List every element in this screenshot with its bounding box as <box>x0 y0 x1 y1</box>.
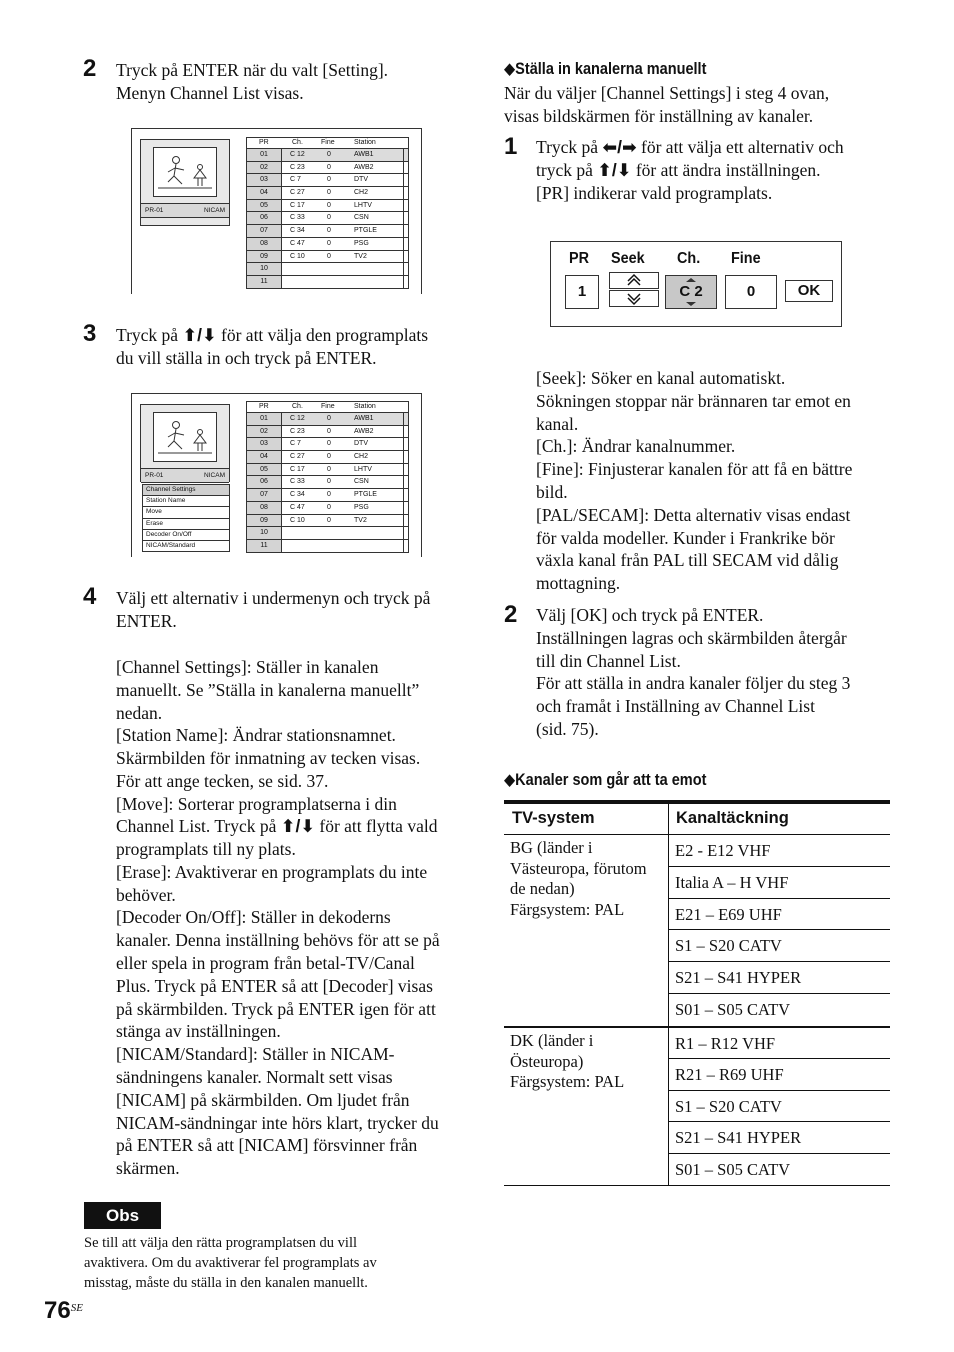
coverage-cell: Italia A – H VHF <box>669 867 890 899</box>
channel-cell: C 7 <box>290 440 301 448</box>
channel-row[interactable] <box>246 489 409 502</box>
coverage-cell: S01 – S05 CATV <box>675 1159 791 1179</box>
channel-list-screen <box>131 128 422 294</box>
channel-cell: 03 <box>247 438 282 450</box>
channel-cell: 0 <box>327 151 331 158</box>
channel-cell: 04 <box>247 187 282 199</box>
preview-thumbnail <box>140 404 230 482</box>
step-1-number: 1 <box>504 133 518 160</box>
page-number: $76^{SE}$ <box>44 1297 83 1324</box>
channel-cell: LHTV <box>354 201 372 209</box>
channel-row[interactable] <box>246 438 409 451</box>
step-2-text: Tryck på ENTER när du valt [Setting]. Menyn Channel List visas. <box>116 60 389 103</box>
channel-cell: 06 <box>247 476 282 488</box>
channel-cell: 10 <box>247 527 282 539</box>
pr-label: PR <box>569 250 590 267</box>
channel-cell: 0 <box>327 201 331 209</box>
channel-row[interactable] <box>246 251 409 264</box>
step-2-number: 2 <box>83 55 97 82</box>
header-tv-system: TV-system <box>512 809 595 827</box>
channel-row[interactable] <box>246 149 409 162</box>
coverage-cell: S01 – S05 CATV <box>675 999 791 1019</box>
pr-indicator: PR-01 <box>145 472 164 479</box>
header-coverage: Kanaltäckning <box>676 809 789 827</box>
channel-row[interactable] <box>246 502 409 515</box>
channel-cell: C 23 <box>290 163 305 171</box>
channel-cell: C 27 <box>290 189 305 197</box>
channel-cell: 0 <box>327 176 331 184</box>
coverage-cell: R1 – R12 VHF <box>669 1028 890 1059</box>
ch-up-arrow-icon[interactable] <box>685 277 697 283</box>
channel-cell: 0 <box>327 252 331 260</box>
up-down-arrow-icon: ⬆/⬇ <box>597 159 632 180</box>
ch-down-arrow-icon[interactable] <box>685 301 697 307</box>
channel-settings-dialog <box>550 241 842 327</box>
obs-label: Obs <box>84 1202 161 1229</box>
channel-table-header: PR Ch. Fine Station <box>246 137 409 149</box>
channel-cell: PTGLE <box>354 491 377 499</box>
channel-coverage-table <box>504 800 890 1186</box>
channel-cell: 02 <box>247 426 282 438</box>
table-header <box>504 804 890 835</box>
channel-cell: 0 <box>327 214 331 222</box>
channel-cell: C 10 <box>290 252 305 260</box>
dialog-descriptions: [Seek]: Söker en kanal automatiskt. Sökningen stoppar när brännaren tar emot en kanal. [Ch.]: Ändrar kanalnummer. [Fine]: Finjusterar kanalen för att få en bättre bild. [PAL/SECAM]: Detta alternativ visas endast för valda modeller. Kunder i Frankrike bör växla kanal från PAL till SECAM vid dålig mottagning. <box>536 368 853 594</box>
preview-thumbnail <box>140 139 230 226</box>
preview-picture <box>153 412 217 462</box>
coverage-cell: E21 – E69 UHF <box>669 899 890 931</box>
coverage-cell: S1 – S20 CATV <box>669 1091 890 1122</box>
pr-indicator: PR-01 <box>145 207 164 214</box>
channel-cell: 09 <box>247 515 282 527</box>
ch-field[interactable]: C 2 <box>665 275 717 309</box>
channel-cell: CH2 <box>354 453 369 461</box>
channel-cell: CSN <box>354 478 369 486</box>
channel-cell: C 47 <box>290 503 305 511</box>
channel-cell: 01 <box>247 413 282 425</box>
channel-row[interactable] <box>246 451 409 464</box>
channel-cell: 0 <box>327 478 331 486</box>
submenu-descriptions-2: programplats till ny plats. [Erase]: Avaktiverar en programplats du inte behöver. [Decoder On/Off]: Ställer in dekoderns kanaler. Denna inställning behövs för att se på eller spela in program från betal-TV/Canal Plus. Tryck på ENTER så att [Decoder] visas på skärmbilden. Tryck på ENTER igen för att stänga av inställningen. [NICAM/Standard]: Ställer in NICAM- sändningens kanaler. Normalt sett visas [NICAM] på skärmbilden. Om ljudet från NICAM-sändningar inte hörs klart, trycker du på ENTER så att [NICAM] försvinner från skärmen. <box>116 839 440 1179</box>
channel-cell: C 12 <box>290 415 305 422</box>
channel-cell: CH2 <box>354 189 369 197</box>
channel-cell: AWB2 <box>354 427 374 435</box>
channel-cell: 0 <box>327 415 331 422</box>
channel-row[interactable] <box>246 263 409 276</box>
nicam-indicator: NICAM <box>204 472 225 479</box>
seek-label: Seek <box>611 250 645 267</box>
coverage-cell: R21 – R69 UHF <box>669 1059 890 1090</box>
coverage-cell: E2 - E12 VHF <box>669 835 890 867</box>
channel-cell: 04 <box>247 451 282 463</box>
seek-down-button[interactable] <box>609 290 659 307</box>
channel-row[interactable] <box>246 413 409 426</box>
channel-cell: C 34 <box>290 491 305 499</box>
channel-cell: 02 <box>247 162 282 174</box>
up-down-arrow-icon: ⬆/⬇ <box>280 816 315 836</box>
channel-cell: C 17 <box>290 201 305 209</box>
submenu-item[interactable]: NICAM/Standard <box>142 541 230 552</box>
channel-submenu-screen <box>131 393 422 557</box>
channel-cell: PSG <box>354 503 369 511</box>
channel-cell: AWB1 <box>354 415 374 422</box>
submenu-descriptions-1: [Channel Settings]: Ställer in kanalen manuellt. Se ”Ställa in kanalerna manuellt” nedan. [Station Name]: Ändrar stationsnamnet. Skärmbilden för inmatning av tecken visas. För att ange tecken, se sid. 37. [Move]: Sorterar programplatserna i din <box>116 657 421 814</box>
channel-row[interactable] <box>246 225 409 238</box>
channel-row[interactable] <box>246 238 409 251</box>
channel-cell: C 33 <box>290 478 305 486</box>
channel-row[interactable] <box>246 187 409 200</box>
channel-cell: 01 <box>247 149 282 161</box>
section-heading-manual: ◆Ställa in kanalerna manuellt <box>504 60 707 78</box>
channel-cell: 0 <box>327 427 331 435</box>
channel-cell: 03 <box>247 174 282 186</box>
section-heading-channels: ◆Kanaler som går att ta emot <box>504 771 707 789</box>
channel-cell: 0 <box>327 453 331 461</box>
fine-label: Fine <box>731 250 761 267</box>
step-4-number: 4 <box>83 583 97 610</box>
step-1-text: Tryck på ⬅/➡ för att välja ett alternativ och tryck på ⬆/⬇ för att ändra inställningen. [PR] indikerar vald programplats. <box>536 137 844 203</box>
channel-cell: PSG <box>354 239 369 247</box>
move-description-line: Channel List. Tryck på ⬆/⬇ för att flytta vald <box>116 816 438 836</box>
channel-cell: C 34 <box>290 227 305 235</box>
ch-label: Ch. <box>677 250 701 267</box>
up-down-arrow-icon: ⬆/⬇ <box>182 325 217 345</box>
nicam-indicator: NICAM <box>204 207 225 214</box>
channel-cell: AWB1 <box>354 151 374 158</box>
channel-table <box>246 137 409 289</box>
channel-cell: DTV <box>354 440 368 448</box>
channel-cell: C 10 <box>290 516 305 524</box>
channel-row[interactable] <box>246 162 409 175</box>
channel-row[interactable] <box>246 174 409 187</box>
channel-cell: C 7 <box>290 176 301 184</box>
channel-row[interactable] <box>246 515 409 528</box>
channel-row[interactable] <box>246 276 409 289</box>
step-3-text: Tryck på ⬆/⬇ för att välja den programplats du vill ställa in och tryck på ENTER. <box>116 325 429 368</box>
channel-row[interactable] <box>246 200 409 213</box>
channel-table-header: PR Ch. Fine Station <box>246 401 409 413</box>
channel-row[interactable] <box>246 426 409 439</box>
channel-cell: TV2 <box>354 516 367 524</box>
coverage-cell: S21 – S41 HYPER <box>669 962 890 994</box>
channel-cell: C 23 <box>290 427 305 435</box>
channel-cell: 11 <box>247 540 282 552</box>
channel-cell: PTGLE <box>354 227 377 235</box>
channel-cell: 0 <box>327 465 331 473</box>
submenu-item[interactable]: Decoder On/Off <box>142 530 230 541</box>
channel-cell: C 12 <box>290 151 305 158</box>
channel-cell: DTV <box>354 176 368 184</box>
channel-row[interactable] <box>246 464 409 477</box>
coverage-cell: S1 – S20 CATV <box>669 930 890 962</box>
submenu-item[interactable]: Erase <box>142 519 230 530</box>
submenu-item[interactable]: Station Name <box>142 496 230 507</box>
table-group-dk <box>504 1028 890 1186</box>
channel-row[interactable] <box>246 212 409 225</box>
left-right-arrow-icon: ⬅/➡ <box>602 137 637 157</box>
channel-cell: 05 <box>247 464 282 476</box>
channel-row[interactable] <box>246 540 409 553</box>
seek-up-button[interactable] <box>609 272 659 289</box>
channel-cell: 08 <box>247 238 282 250</box>
channel-cell: 0 <box>327 491 331 499</box>
obs-note: Se till att välja den rätta programplatsen du vill avaktivera. Om du avaktiverar fel programplats av misstag, måste du ställa in den kanalen manuellt. <box>84 1235 377 1291</box>
channel-cell: 10 <box>247 263 282 275</box>
channel-cell: 06 <box>247 212 282 224</box>
table-group-bg <box>504 835 890 1028</box>
ok-button[interactable]: OK <box>785 280 833 302</box>
channel-cell: C 27 <box>290 453 305 461</box>
pr-field[interactable]: 1 <box>565 275 599 309</box>
manual-intro: När du väljer [Channel Settings] i steg 4 ovan, visas bildskärmen för inställning av kanaler. <box>504 83 830 126</box>
step-4-text: Välj ett alternativ i undermenyn och tryck på ENTER. <box>116 588 431 631</box>
channel-submenu <box>142 484 230 552</box>
channel-cell: 0 <box>327 503 331 511</box>
channel-row[interactable] <box>246 476 409 489</box>
channel-cell: 0 <box>327 239 331 247</box>
channel-cell: LHTV <box>354 465 372 473</box>
channel-row[interactable] <box>246 527 409 540</box>
scrollbar[interactable] <box>403 412 411 552</box>
coverage-cell: S21 – S41 HYPER <box>669 1122 890 1153</box>
submenu-item[interactable]: Move <box>142 507 230 518</box>
fine-field[interactable]: 0 <box>725 275 777 309</box>
channel-cell: 0 <box>327 227 331 235</box>
channel-cell: CSN <box>354 214 369 222</box>
channel-cell: 0 <box>327 440 331 448</box>
channel-cell: 07 <box>247 489 282 501</box>
step-2-number-right: 2 <box>504 601 518 628</box>
preview-picture <box>153 147 217 197</box>
channel-cell: 11 <box>247 276 282 288</box>
channel-cell: C 47 <box>290 239 305 247</box>
step-2-text-right: Välj [OK] och tryck på ENTER. Inställningen lagras och skärmbilden återgår till din Channel List. För att ställa in andra kanaler följer du steg 3 och framåt i Inställning av Channel List (sid. 75). <box>536 605 851 739</box>
channel-cell: 08 <box>247 502 282 514</box>
scrollbar[interactable] <box>403 148 411 288</box>
channel-cell: 09 <box>247 251 282 263</box>
group-label: BG (länder i Västeuropa, förutom de nedan) Färgsystem: PAL <box>510 838 647 919</box>
channel-cell: 0 <box>327 189 331 197</box>
step-3-number: 3 <box>83 320 97 347</box>
channel-cell: 05 <box>247 200 282 212</box>
channel-cell: 0 <box>327 516 331 524</box>
channel-cell: C 17 <box>290 465 305 473</box>
submenu-item[interactable]: Channel Settings <box>142 484 230 496</box>
group-label: DK (länder i Östeuropa) Färgsystem: PAL <box>510 1031 625 1091</box>
channel-cell: C 33 <box>290 214 305 222</box>
channel-cell: 0 <box>327 163 331 171</box>
channel-table <box>246 401 409 553</box>
channel-cell: AWB2 <box>354 163 374 171</box>
channel-cell: TV2 <box>354 252 367 260</box>
seek-control[interactable] <box>609 272 657 306</box>
channel-cell: 07 <box>247 225 282 237</box>
